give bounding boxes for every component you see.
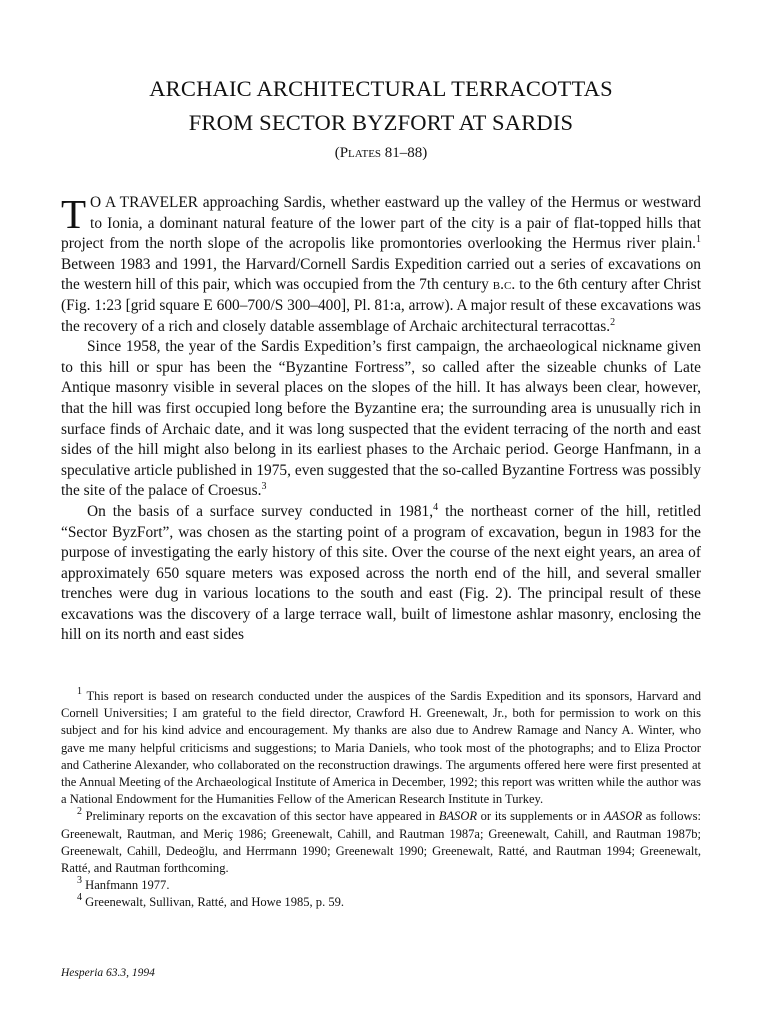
paragraph-1 bbox=[61, 193, 701, 337]
footnote-ref-2[interactable]: 2 bbox=[610, 316, 616, 328]
footnote-ref-1[interactable]: 1 bbox=[696, 234, 701, 246]
footnotes bbox=[61, 688, 701, 912]
footnote-text: Hanfmann 1977. bbox=[82, 878, 170, 893]
footnote-number: 2 bbox=[77, 806, 82, 818]
journal-title: BASOR bbox=[438, 809, 478, 824]
footnote-4 bbox=[61, 894, 701, 911]
footnote-text: as follows: Greenewalt, Rautman, and Meriç 1986; Greenewalt, Cahill, and Rautman 1987a; Greenewalt, Cahill, and Rautman 1987b; Greenewalt, Cahill, Dedeoğlu, and Herrmann 1990; Greenewalt 1990; Greenewalt, Ratté, and Rautman 1994; Greenewalt, Ratté, and Rautman forthcoming. bbox=[61, 809, 701, 876]
journal-citation: Hesperia 63.3, 1994 bbox=[61, 967, 155, 979]
footnote-number: 3 bbox=[77, 875, 82, 887]
paragraph-text: to the 6th century after Christ (Fig. 1:23 [grid square E 600–700/S 300–400], Pl. 81:a, arrow). A major result of these excavations was the recovery of a rich and closely datable assemblage of Archaic architectural terracottas. bbox=[61, 276, 701, 335]
article-title bbox=[60, 72, 702, 140]
paragraph-text: Between 1983 and 1991, the Harvard/Cornell Sardis Expedition carried out a series of excavations on the western hill of this pair, which was occupied from the 7th century bbox=[61, 255, 701, 294]
footnote-ref-4[interactable]: 4 bbox=[433, 501, 439, 513]
paragraph-3 bbox=[61, 502, 701, 646]
plates-reference: (Plates 81–88) bbox=[334, 145, 428, 161]
paragraph-text: Since 1958, the year of the Sardis Expedition’s first campaign, the archaeological nickname given to this hill or spur has been the “Byzantine Fortress”, so called after the sizeable chunks of Late Antique masonry visible in several places on the slopes of the hill. It has always been clear, however, that the hill was first occupied long before the Byzantine era; the surrounding area is unusually rich in surface finds of Archaic date, and it was long suspected that the evident terracing of the north and east sides of the hill might also belong in its earliest phases to the Archaic period. George Hanfmann, in a speculative article published in 1975, even suggested that the so-called Byzantine Fortress was possibly the site of the palace of Croesus. bbox=[61, 338, 701, 500]
lead-in: O A TRAVELER bbox=[90, 194, 199, 211]
journal-title: AASOR bbox=[603, 809, 643, 824]
title-line-1: ARCHAIC ARCHITECTURAL TERRACOTTAS bbox=[149, 76, 613, 101]
footnote-text: This report is based on research conducted under the auspices of the Sardis Expedition and its sponsors, Harvard and Cornell Universities; I am grateful to the field director, Crawford H. Greenewalt, Jr., both for permission to work on this subject and for his kind advice and encouragement. My thanks are also due to Andrew Ramage and Nancy A. Winter, who gave me many helpful criticisms and suggestions; to Maria Daniels, who took most of the photographs; and to Eliza Proctor and Catherine Alexander, who collaborated on the reconstruction drawings. The arguments offered here were first presented at the Annual Meeting of the Archaeological Institute of America in December, 1992; this report was written while the author was a National Endowment for the Humanities Fellow of the American Research Institute in Turkey. bbox=[61, 689, 701, 807]
footnote-number: 4 bbox=[77, 892, 82, 904]
article-body bbox=[61, 193, 701, 646]
paragraph-text: approaching Sardis, whether eastward up the valley of the Hermus or westward to Ionia, a dominant natural feature of the lower part of the city is a pair of flat-topped hills that project from the north slope of the acropolis like promontories overlooking the Hermus river plain. bbox=[61, 194, 702, 253]
footnote-ref-3[interactable]: 3 bbox=[261, 481, 267, 493]
footnote-number: 1 bbox=[77, 686, 82, 697]
era-abbrev: b.c. bbox=[492, 276, 516, 294]
footnote-text: Greenewalt, Sullivan, Ratté, and Howe 1985, p. 59. bbox=[82, 895, 345, 910]
footnote-text: or its supplements or in bbox=[477, 809, 604, 824]
footnote-3 bbox=[61, 877, 701, 894]
drop-cap: T bbox=[61, 191, 87, 237]
footnote-text: Preliminary reports on the excavation of this sector have appeared in bbox=[82, 809, 439, 824]
footnote-1 bbox=[61, 688, 701, 808]
paragraph-text: On the basis of a surface survey conducted in 1981, bbox=[87, 502, 434, 520]
title-line-2: FROM SECTOR BYZFORT AT SARDIS bbox=[188, 110, 574, 135]
paragraph-2 bbox=[61, 337, 701, 502]
footnote-2 bbox=[61, 808, 701, 877]
paragraph-text: the northeast corner of the hill, retitled “Sector ByzFort”, was chosen as the starting point of a program of excavation, begun in 1983 for the purpose of investigating the early history of this site. Over the course of the next eight years, an area of approximately 650 square meters was exposed across the north end of the hill, and several smaller trenches were dug in various locations to the south and east (Fig. 2). The principal result of these excavations was the discovery of a large terrace wall, built of limestone ashlar masonry, enclosing the hill on its north and east sides bbox=[61, 502, 701, 644]
